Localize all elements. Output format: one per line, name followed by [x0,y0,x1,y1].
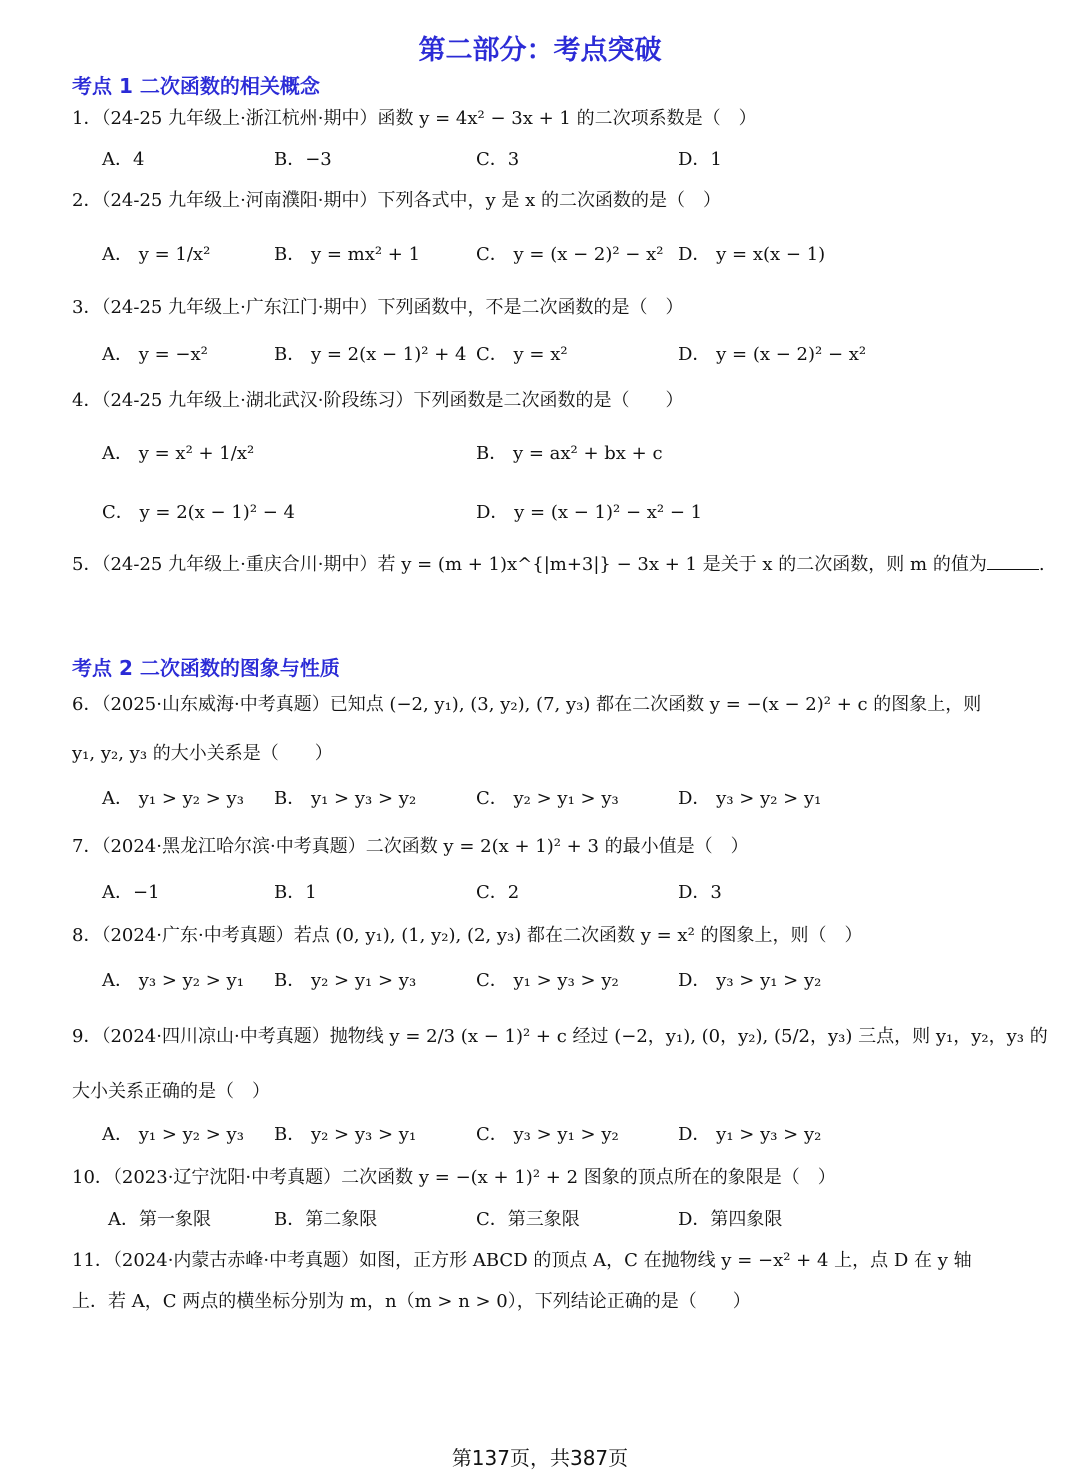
question-6-stem-continued: y₁, y₂, y₃ 的大小关系是（ ） [72,743,333,764]
page-number: 第137页，共387页 [451,1446,629,1470]
q10-option-d: D．第四象限 [678,1209,783,1230]
q3-option-b: B． y = 2(x − 1)² + 4 [274,344,467,365]
q7-option-d: D．3 [678,882,722,903]
q7-option-a: A．−1 [102,882,160,903]
q9-option-c: C． y₃ > y₁ > y₂ [476,1124,619,1145]
q4-option-d: D． y = (x − 1)² − x² − 1 [476,502,703,523]
question-5-stem: 5．（24-25 九年级上·重庆合川·期中）若 y = (m + 1)x^{|m+3|} − 3x + 1 是关于 x 的二次函数，则 m 的值为 [72,554,987,575]
question-8-stem: 8．（2024·广东·中考真题）若点 (0, y₁), (1, y₂), (2, y₃) 都在二次函数 y = x² 的图象上，则（ ） [72,925,863,946]
question-4-stem: 4．（24-25 九年级上·湖北武汉·阶段练习）下列函数是二次函数的是（ ） [72,390,684,411]
q2-option-a: A． y = 1/x² [102,244,211,265]
q9-option-d: D． y₁ > y₃ > y₂ [678,1124,822,1145]
section-heading-2: 考点 2 二次函数的图象与性质 [72,656,340,680]
q3-option-d: D． y = (x − 2)² − x² [678,344,867,365]
q8-option-b: B． y₂ > y₁ > y₃ [274,970,417,991]
q4-option-c: C． y = 2(x − 1)² − 4 [102,502,296,523]
question-11-stem-continued: 上．若 A，C 两点的横坐标分别为 m，n（m > n > 0），下列结论正确的是（ ） [72,1291,751,1312]
q4-option-a: A． y = x² + 1/x² [102,443,255,464]
question-9-stem-continued: 大小关系正确的是（ ） [72,1081,270,1102]
q6-option-a: A． y₁ > y₂ > y₃ [102,788,244,809]
q8-option-d: D． y₃ > y₁ > y₂ [678,970,822,991]
q10-option-b: B．第二象限 [274,1209,378,1230]
question-6-stem: 6．（2025·山东威海·中考真题）已知点 (−2, y₁), (3, y₂), (7, y₃) 都在二次函数 y = −(x − 2)² + c 的图象上，则 [72,694,982,715]
q3-option-a: A． y = −x² [102,344,208,365]
question-11-stem: 11．（2024·内蒙古赤峰·中考真题）如图，正方形 ABCD 的顶点 A，C 在抛物线 y = −x² + 4 上，点 D 在 y 轴 [72,1250,972,1271]
q1-option-c: C．3 [476,149,520,170]
q6-option-b: B． y₁ > y₃ > y₂ [274,788,417,809]
question-1-stem: 1．（24-25 九年级上·浙江杭州·期中）函数 y = 4x² − 3x + 1 的二次项系数是（ ） [72,108,757,129]
q10-option-a: A．第一象限 [108,1209,211,1230]
question-2-stem: 2．（24-25 九年级上·河南濮阳·期中）下列各式中，y 是 x 的二次函数的是（ ） [72,190,721,211]
q1-option-b: B．−3 [274,149,332,170]
q6-option-d: D． y₃ > y₂ > y₁ [678,788,822,809]
answer-blank[interactable] [987,551,1039,570]
question-10-stem: 10．（2023·辽宁沈阳·中考真题）二次函数 y = −(x + 1)² + 2 图象的顶点所在的象限是（ ） [72,1167,836,1188]
q2-option-c: C． y = (x − 2)² − x² [476,244,664,265]
section-heading-1: 考点 1 二次函数的相关概念 [72,74,320,98]
question-5-tail: . [1038,554,1045,575]
q3-option-c: C． y = x² [476,344,568,365]
q2-option-b: B． y = mx² + 1 [274,244,421,265]
page-title: 第二部分：考点突破 [418,35,662,66]
question-5 [72,551,1045,578]
q6-option-c: C． y₂ > y₁ > y₃ [476,788,619,809]
q1-option-d: D．1 [678,149,722,170]
question-3-stem: 3．（24-25 九年级上·广东江门·期中）下列函数中，不是二次函数的是（ ） [72,297,684,318]
q7-option-b: B．1 [274,882,317,903]
q10-option-c: C．第三象限 [476,1209,580,1230]
q1-option-a: A．4 [102,149,145,170]
q9-option-b: B． y₂ > y₃ > y₁ [274,1124,417,1145]
question-9-stem: 9．（2024·四川凉山·中考真题）抛物线 y = 2/3 (x − 1)² + c 经过 (−2，y₁), (0，y₂), (5/2，y₃) 三点，则 y₁，y₂，y₃ 的 [72,1026,1048,1047]
q9-option-a: A． y₁ > y₂ > y₃ [102,1124,244,1145]
question-7-stem: 7．（2024·黑龙江哈尔滨·中考真题）二次函数 y = 2(x + 1)² + 3 的最小值是（ ） [72,836,749,857]
q4-option-b: B． y = ax² + bx + c [476,443,663,464]
q7-option-c: C．2 [476,882,520,903]
q8-option-c: C． y₁ > y₃ > y₂ [476,970,619,991]
q2-option-d: D． y = x(x − 1) [678,244,826,265]
q8-option-a: A． y₃ > y₂ > y₁ [102,970,244,991]
